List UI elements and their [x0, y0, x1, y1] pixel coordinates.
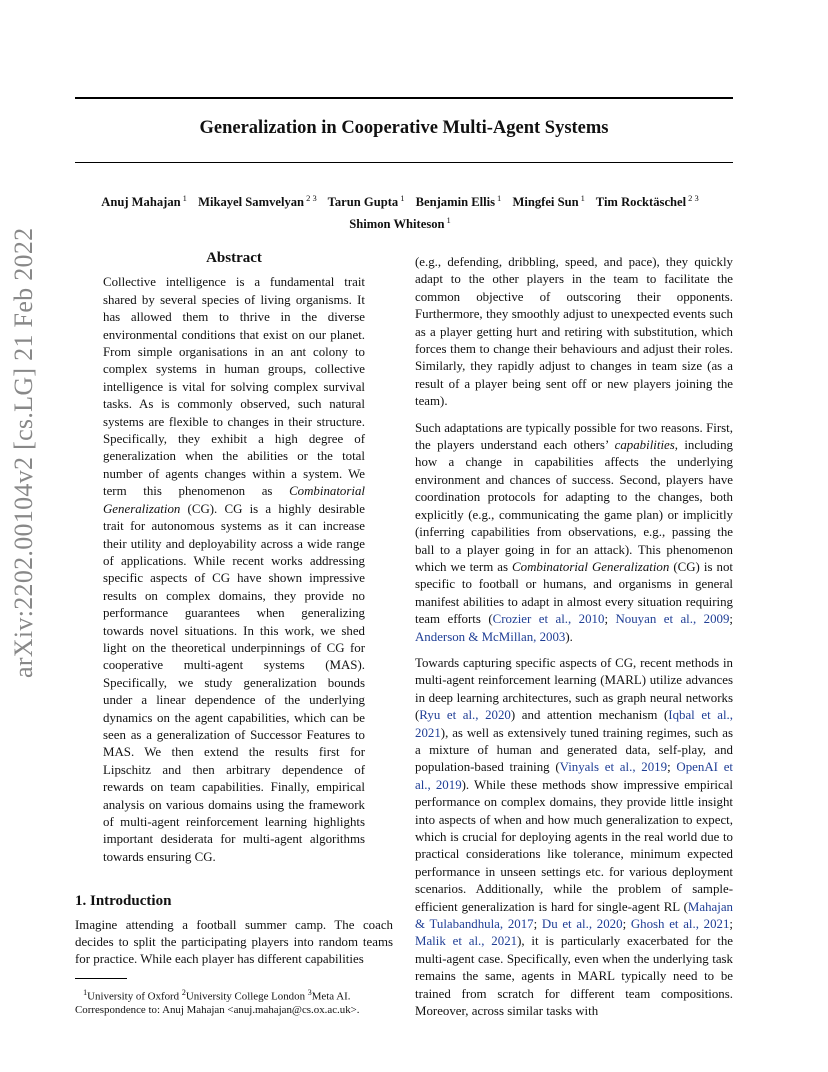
paragraph-text: ), it is particularly exacerbated for the multi-agent case. Specifically, even when the underlying task remains the same, agents in MARL typically need to be trained from scratch for different team compositions. Moreover, across similar tasks with: [415, 934, 734, 1019]
correspondence-line: Correspondence to: Anuj Mahajan <anuj.mahajan@cs.ox.ac.uk>.: [75, 1004, 360, 1017]
paragraph-text: ), as well as extensively tuned training regimes, such as a mixture of human and generated data, self-play, and population-based training (: [415, 725, 733, 775]
author-name: Tarun Gupta: [327, 195, 399, 209]
author-affiliation: 1: [446, 215, 451, 225]
affiliation: University of Oxford: [87, 990, 182, 1003]
citation-link[interactable]: Nouyan et al., 2009: [615, 612, 730, 627]
body-paragraph: [415, 655, 733, 1021]
affiliation: University College London: [185, 990, 308, 1003]
arxiv-identifier: arXiv:2202.00104v2 [cs.LG] 21 Feb 2022: [9, 227, 38, 678]
right-column: [415, 254, 733, 1029]
author-name: Shimon Whiteson: [349, 217, 445, 231]
author-affiliation: 1: [400, 193, 405, 203]
affiliation-marker: 3: [307, 987, 312, 997]
citation-link[interactable]: Malik et al., 2021: [415, 934, 518, 949]
citation-separator: ;: [533, 917, 542, 932]
citation-link[interactable]: Anderson & McMillan, 2003: [415, 629, 566, 644]
paragraph-text: ) and attention mechanism (: [510, 708, 669, 723]
author-name: Mikayel Samvelyan: [198, 195, 305, 209]
citation-link[interactable]: Ryu et al., 2020: [419, 708, 511, 723]
citation-link[interactable]: Mahajan & Tulabandhula, 2017: [415, 899, 733, 932]
citation-separator: ;: [729, 917, 734, 932]
citation-link[interactable]: Iqbal et al., 2021: [415, 708, 734, 740]
abstract-text-span: Collective intelligence is a fundamental trait shared by several species of living organisms. It has allowed them to thrive in the diverse environmental conditions that exist on our planet. From simple organisations in an ant colony to complex systems in human groups, collective intelligence is vital for solving complex survival tasks. As is commonly observed, such natural systems are flexible to changes in their structure. Specifically, they exhibit a high degree of generalization when the abilities or the total number of agents changes within a system. We term this phenomenon as: [103, 275, 365, 499]
citation-link[interactable]: Vinyals et al., 2019: [559, 760, 668, 775]
italic-term: Combinatorial Generalization: [512, 559, 670, 574]
citation-link[interactable]: Du et al., 2020: [541, 917, 623, 932]
paragraph-text: Such adaptations are typically possible for two reasons. First, the players understand each others’: [415, 420, 733, 453]
citation-link[interactable]: Crozier et al., 2010: [492, 612, 605, 627]
title-top-rule: [75, 97, 733, 99]
author-name: Benjamin Ellis: [415, 195, 496, 209]
left-column: [75, 250, 393, 1017]
paragraph-text: , including how a change in capabilities affects the underlying environment and chances of success. Second, players have coordination protocols for adapting to the changes, both explicitly (e.g., communicating the game plan) or implicitly (inferring capabilities from observations, e.g., passing the ball to a player going in for an attack). This phenomenon which we term as: [415, 438, 734, 574]
title-bottom-rule: [75, 162, 733, 163]
abstract-text: [103, 274, 365, 866]
body-paragraph: [415, 420, 733, 646]
author-affiliation: 1: [182, 193, 187, 203]
abstract-italic-term: Combinatorial Generalization: [103, 484, 365, 516]
author-row: [75, 211, 733, 233]
author-row: [75, 189, 733, 211]
author-affiliation: 1: [580, 193, 585, 203]
citation-link[interactable]: Ghosh et al., 2021: [630, 917, 730, 932]
intro-paragraph: Imagine attending a football summer camp. The coach decides to split the participating players into random teams for practice. While each player has different capabilities: [75, 917, 393, 967]
affiliation-footnote: [75, 986, 393, 1018]
abstract-text-span: (CG). CG is a highly desirable trait for autonomous systems as it can increase their utility and deployability across a wide range of applications. While recent works addressing specific aspects of CG have shown impressive results on complex domains, they provide no performance guarantees when generalizing towards novel situations. In this work, we shed light on the theoretical underpinnings of CG for cooperative multi-agent systems (MAS). Specifically, we study generalization bounds under a linear dependence of the underlying dynamics on the agent capabilities, which can be seen as a generalization of Successor Features to MAS. We then extend the results first for Lipschitz and then arbitrary dependence of rewards on team capabilities. Finally, empirical analysis on various domains using the framework of multi-agent reinforcement learning highlights important desiderata for multi-agent algorithms towards ensuring CG.: [103, 501, 365, 864]
citation-separator: ;: [622, 917, 631, 932]
affiliation-marker: 1: [83, 987, 88, 997]
citation-link[interactable]: OpenAI et al., 2019: [415, 760, 733, 792]
paragraph-text: Towards capturing specific aspects of CG, recent methods in multi-agent reinforcement learning (MARL) utilize advances in deep learning architectures, such as graph neural networks (: [415, 655, 733, 723]
paper-title: Generalization in Cooperative Multi-Agent Systems: [199, 118, 609, 138]
affiliation-marker: 2: [181, 987, 186, 997]
author-list: [75, 189, 733, 233]
citation-separator: ;: [604, 612, 616, 627]
body-paragraph: (e.g., defending, dribbling, speed, and pace), they quickly adapt to the other players in the team to facilitate the common objective of outscoring their opponents. Furthermore, they smoothly adjust to unexpected events such as a player getting hurt and retiring with substitution, which forces them to change their behaviours and adjust their roles. Similarly, they rapidly adjust to changes in team size (as a result of a player being sent off or new players joining the team).: [415, 255, 733, 409]
author-affiliation: 2 3: [688, 193, 699, 203]
author-affiliation: 1: [497, 193, 502, 203]
section-heading-introduction: 1. Introduction: [75, 893, 172, 910]
author-name: Tim Rocktäschel: [595, 195, 687, 209]
italic-term: capabilities: [614, 438, 675, 453]
abstract-heading: Abstract: [206, 250, 262, 266]
paragraph-text: ).: [565, 629, 573, 644]
author-name: Mingfei Sun: [512, 195, 579, 209]
paragraph-text: ). While these methods show impressive empirical performance on complex domains, they provide little insight into aspects of when and how much generalization to expect, which is crucial for deploying agents in the real world due to practical considerations like tolerance, minimum expected performance in unseen settings etc. for various deployment scenarios. Additionally, while the problem of sample-efficient generalization is hard for single-agent RL (: [415, 777, 733, 914]
author-name: Anuj Mahajan: [101, 195, 181, 209]
footnote-rule: [75, 978, 127, 979]
affiliations-line: [75, 986, 393, 1004]
affiliation: Meta AI.: [311, 990, 351, 1003]
author-affiliation: 2 3: [306, 193, 317, 203]
citation-separator: ;: [729, 612, 734, 627]
citation-separator: ;: [667, 760, 677, 775]
paragraph-text: (CG) is not specific to football or humans, and organisms in general manifest abilities to adapt in almost every situation requiring team efforts (: [415, 559, 733, 627]
